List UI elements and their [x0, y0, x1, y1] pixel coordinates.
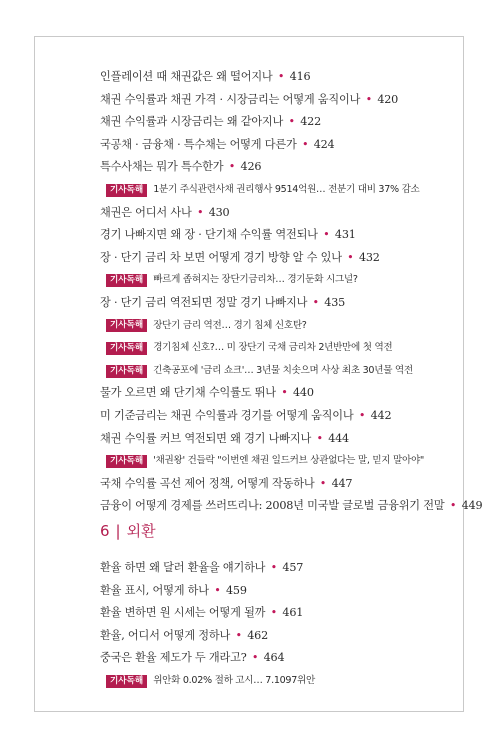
- section-title: 외환: [126, 522, 156, 540]
- news-badge: 기사독해: [106, 274, 147, 287]
- toc-page-number: 461: [282, 606, 304, 620]
- toc-title: 미 기준금리는 채권 수익률과 경기를 어떻게 움직이나: [100, 408, 354, 422]
- toc-title: 중국은 환율 제도가 두 개라고?: [100, 651, 247, 665]
- toc-entry: [100, 156, 480, 179]
- toc-title: 장 · 단기 금리 역전되면 정말 경기 나빠지나: [100, 295, 308, 309]
- news-item: [100, 179, 480, 202]
- toc-page-number: 430: [208, 205, 230, 219]
- news-item: [100, 315, 480, 338]
- toc-page-number: 416: [289, 70, 311, 83]
- bullet-icon: •: [214, 583, 221, 597]
- toc-entry: [100, 247, 480, 270]
- bullet-icon: •: [319, 476, 327, 490]
- toc-title: 환율 표시, 어떻게 하나: [100, 583, 209, 597]
- bullet-icon: •: [277, 70, 285, 83]
- toc-entry: [100, 647, 480, 670]
- news-badge: 기사독해: [106, 365, 147, 378]
- toc-page-number: 435: [324, 295, 346, 309]
- news-badge: 기사독해: [106, 675, 147, 688]
- toc-entry: [100, 134, 480, 157]
- toc-page-number: 462: [247, 628, 268, 642]
- news-badge: 기사독해: [106, 342, 147, 355]
- bullet-icon: •: [251, 651, 259, 665]
- news-title: 1분기 주식관련사채 권리행사 9514억원… 전분기 대비 37% 감소: [153, 183, 420, 195]
- toc-entry: [100, 405, 480, 428]
- toc-page-number: 432: [358, 250, 380, 264]
- bullet-icon: •: [288, 115, 295, 129]
- news-title: 빠르게 좁혀지는 장단기금리차… 경기둔화 시그널?: [153, 274, 358, 286]
- toc-title: 환율 하면 왜 달러 환율을 얘기하나: [100, 561, 266, 574]
- news-item: [100, 360, 480, 383]
- news-title: 긴축공포에 '금리 쇼크'… 3년물 치솟으며 사상 최초 30년물 역전: [153, 364, 413, 376]
- toc-list: [100, 66, 483, 518]
- toc-entry: [100, 111, 480, 134]
- toc-title: 채권 수익률과 채권 가격 · 시장금리는 어떻게 움직이나: [100, 92, 361, 106]
- toc-title: 물가 오르면 왜 단기채 수익률도 뛰나: [100, 386, 276, 400]
- toc-entry: [100, 292, 480, 315]
- bullet-icon: •: [270, 606, 278, 620]
- toc-title: 국채 수익률 곡선 제어 정책, 어떻게 작동하나: [100, 476, 315, 490]
- toc-page-number: 420: [377, 92, 399, 106]
- bullet-icon: •: [449, 499, 457, 513]
- toc-entry: [100, 202, 480, 225]
- toc-page-number: 442: [370, 408, 392, 422]
- toc-entry: [100, 224, 480, 247]
- toc-entry: [100, 473, 480, 496]
- toc-page-number: 459: [226, 583, 247, 597]
- news-item: [100, 337, 480, 360]
- toc-entry: [100, 89, 480, 112]
- bullet-icon: •: [312, 295, 319, 309]
- toc-page-number: 457: [282, 561, 304, 574]
- toc-page-number: 444: [328, 431, 349, 445]
- toc-title: 특수사채는 뭐가 특수한가: [100, 160, 224, 174]
- toc-entry: [100, 557, 480, 580]
- bullet-icon: •: [347, 250, 354, 264]
- bullet-icon: •: [281, 386, 288, 400]
- toc-page-number: 464: [263, 651, 285, 665]
- toc-title: 환율 변하면 원 시세는 어떻게 될까: [100, 606, 266, 620]
- toc-page-number: 449: [461, 499, 483, 513]
- news-title: 경기침체 신호?… 미 장단기 국채 금리차 2년반만에 첫 역전: [153, 342, 393, 354]
- toc-page-number: 431: [334, 228, 356, 242]
- toc-entry: [100, 66, 480, 89]
- bullet-icon: •: [323, 228, 330, 242]
- toc-title: 환율, 어디서 어떻게 정하나: [100, 628, 231, 642]
- toc-list-foreign-exchange: [100, 557, 480, 693]
- toc-title: 국공채 · 금융채 · 특수채는 어떻게 다른가: [100, 137, 297, 151]
- news-badge: 기사독해: [106, 455, 147, 468]
- toc-page-number: 440: [293, 386, 314, 400]
- toc-entry: [100, 602, 480, 625]
- bullet-icon: •: [235, 628, 242, 642]
- news-item: [100, 450, 480, 473]
- toc-title: 채권은 어디서 사나: [100, 205, 192, 219]
- news-title: 위안화 0.02% 절하 고시… 7.1097위안: [153, 674, 315, 686]
- bullet-icon: •: [301, 137, 309, 151]
- toc-title: 채권 수익률과 시장금리는 왜 같아지나: [100, 115, 284, 129]
- toc-page-number: 422: [300, 115, 322, 129]
- toc-title: 금융이 어떻게 경제를 쓰러뜨리나: 2008년 미국발 글로벌 금융위기 전말: [100, 499, 445, 513]
- toc-title: 경기 나빠지면 왜 장 · 단기채 수익률 역전되나: [100, 228, 318, 242]
- bullet-icon: •: [316, 431, 323, 445]
- toc-title: 장 · 단기 금리 차 보면 어떻게 경기 방향 알 수 있나: [100, 250, 342, 264]
- toc-page-number: 424: [313, 137, 335, 151]
- toc-entry: [100, 382, 480, 405]
- news-badge: 기사독해: [106, 319, 147, 332]
- bullet-icon: •: [365, 92, 372, 106]
- toc-title: 인플레이션 때 채권값은 왜 떨어지나: [100, 70, 273, 83]
- section-number: 6: [100, 522, 110, 540]
- toc-title: 채권 수익률 커브 역전되면 왜 경기 나빠지나: [100, 431, 312, 445]
- news-title: 장단기 금리 역전… 경기 침체 신호탄?: [153, 319, 307, 331]
- bullet-icon: •: [196, 205, 204, 219]
- news-item: [100, 269, 480, 292]
- bullet-icon: •: [228, 160, 236, 174]
- news-item: [100, 670, 480, 693]
- news-badge: 기사독해: [106, 184, 147, 197]
- bullet-icon: •: [270, 561, 278, 574]
- toc-entry: [100, 580, 480, 603]
- section-heading: [100, 520, 156, 541]
- news-title: '채권왕' 건들락 "이번엔 채권 일드커브 상관없다는 말, 믿지 말아야": [153, 455, 425, 467]
- toc-entry: [100, 625, 480, 648]
- toc-page-number: 447: [331, 476, 353, 490]
- section-divider: |: [115, 522, 121, 540]
- toc-entry: [100, 428, 480, 451]
- toc-page-number: 426: [240, 160, 262, 174]
- toc-entry: [100, 495, 483, 518]
- bullet-icon: •: [358, 408, 366, 422]
